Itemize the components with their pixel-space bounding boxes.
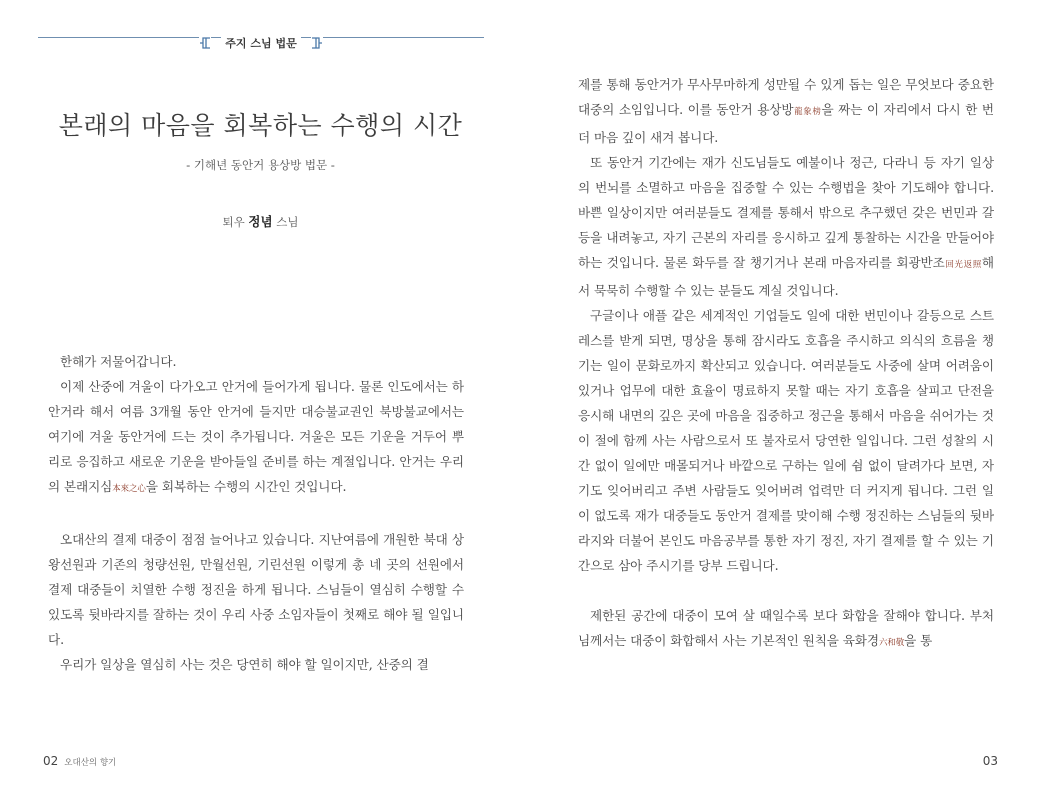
text-segment: 우리가 일상을 열심히 사는 것은 당연히 해야 할 일이지만, 산중의 결 bbox=[60, 657, 429, 672]
left-body-text bbox=[48, 349, 464, 677]
section-header bbox=[38, 33, 484, 53]
text-segment: 한해가 저물어갑니다. bbox=[60, 354, 177, 369]
paragraph bbox=[578, 303, 994, 578]
text-segment: 해서 묵묵히 수행할 수 있는 분들도 계실 것입니다. bbox=[578, 255, 994, 298]
author-suffix: 스님 bbox=[272, 215, 299, 229]
text-segment: 구글이나 애플 같은 세계적인 기업들도 일에 대한 번민이나 갈등으로 스트레스를 받게 되면, 명상을 통해 잠시라도 호흡을 주시하고 의식의 흐름을 챙기는 일이 문화로까지 확산되고 있습니다. 여러분들도 사중에 살며 어려움이 있거나 업무에 대한 효율이 명료하지 못할 때는 자기 호흡을 살피고 단전을 응시해 내면의 깊은 곳에 마음을 집중하고 정근을 통해서 마음을 쉬어가는 것이 절에 함께 사는 사람으로서 또 불자로서 당연한 일입니다. 그런 성찰의 시간 없이 일에만 매몰되거나 바깥으로 구하는 일에 쉼 없이 달려가다 보면, 자기도 잊어버리고 주변 사람들도 잊어버려 업력만 더 커지게 됩니다. 그런 일이 없도록 재가 대중들도 동안거 결제를 맞이해 수행 정진하는 스님들의 뒷바라지와 더불어 본인도 마음공부를 통한 자기 정진, 자기 결제를 할 수 있는 기간으로 삼아 주시기를 당부 드립니다. bbox=[578, 308, 994, 573]
hanja-gloss: 回光返照 bbox=[944, 260, 982, 270]
section-label: 주지 스님 법문 bbox=[221, 35, 300, 51]
text-segment: 을 통 bbox=[904, 633, 933, 648]
text-segment: 제를 통해 동안거가 무사무마하게 성만될 수 있게 돕는 일은 무엇보다 중요한 대중의 소임입니다. 이를 동안거 용상방 bbox=[578, 77, 994, 117]
article-subtitle: - 기해년 동안거 용상방 법문 - bbox=[186, 158, 335, 172]
paragraph bbox=[578, 603, 994, 656]
page-number-left: 02 bbox=[43, 754, 59, 768]
left-footer bbox=[43, 754, 116, 768]
author-name: 정념 bbox=[248, 214, 273, 229]
text-segment: 을 짜는 이 자리에서 다시 한 번 더 마음 깊이 새겨 봅니다. bbox=[578, 102, 994, 145]
text-segment: 또 동안거 기간에는 재가 신도님들도 예불이나 정근, 다라니 등 자기 일상의 번뇌를 소멸하고 마음을 집중할 수 있는 수행법을 찾아 기도해야 합니다. 바쁜 일상이지만 여러분들도 결제를 통해서 밖으로 추구했던 갖은 번민과 갈등을 내려놓고, 자기 근본의 자리를 응시하고 깊게 통찰하는 시간을 만들어야 하는 것입니다. 물론 화두를 잘 챙기거나 본래 마음자리를 회광반조 bbox=[578, 155, 994, 270]
author-line bbox=[0, 212, 521, 230]
page-number-right: 03 bbox=[982, 754, 998, 768]
hanja-gloss: 龍象榜 bbox=[793, 107, 822, 117]
bracket-right-icon bbox=[311, 37, 323, 49]
text-segment: 오대산의 결제 대중이 점점 늘어나고 있습니다. 지난여름에 개원한 북대 상왕선원과 기존의 청량선원, 만월선원, 기린선원 이렇게 총 네 곳의 선원에서 결제 대중들이 치열한 수행 정진을 하게 됩니다. 스님들이 열심히 수행할 수 있도록 뒷바라지를 잘하는 것이 우리 사중 소임자들이 첫째로 해야 될 일입니다. bbox=[48, 532, 464, 647]
author-prefix: 퇴우 bbox=[222, 215, 249, 229]
paragraph bbox=[48, 527, 464, 652]
paragraph bbox=[48, 349, 464, 374]
paragraph bbox=[578, 150, 994, 303]
paragraph bbox=[578, 72, 994, 150]
paragraph bbox=[48, 374, 464, 502]
text-segment: 제한된 공간에 대중이 모여 살 때일수록 보다 화합을 잘해야 합니다. 부처님께서는 대중이 화합해서 사는 기본적인 원칙을 육화경 bbox=[578, 608, 994, 648]
publication-name: 오대산의 향기 bbox=[64, 758, 117, 768]
text-segment: 이제 산중에 겨울이 다가오고 안거에 들어가게 됩니다. 물론 인도에서는 하안거라 해서 여름 3개월 동안 안거에 들지만 대승불교권인 북방불교에서는 여기에 겨울 동안거에 드는 것이 추가됩니다. 겨울은 모든 기운을 거두어 뿌리로 응집하고 새로운 기운을 받아들일 준비를 하는 계절입니다. 안거는 우리의 본래지심 bbox=[48, 379, 464, 494]
paragraph bbox=[48, 652, 464, 677]
bracket-left-icon bbox=[199, 37, 211, 49]
right-page bbox=[521, 0, 1042, 793]
right-body-text bbox=[578, 72, 994, 656]
text-segment: 을 회복하는 수행의 시간인 것입니다. bbox=[145, 479, 347, 494]
article-title: 본래의 마음을 회복하는 수행의 시간 bbox=[58, 111, 463, 140]
hanja-gloss: 本來之心 bbox=[112, 484, 146, 494]
hanja-gloss: 六和敬 bbox=[878, 638, 905, 648]
